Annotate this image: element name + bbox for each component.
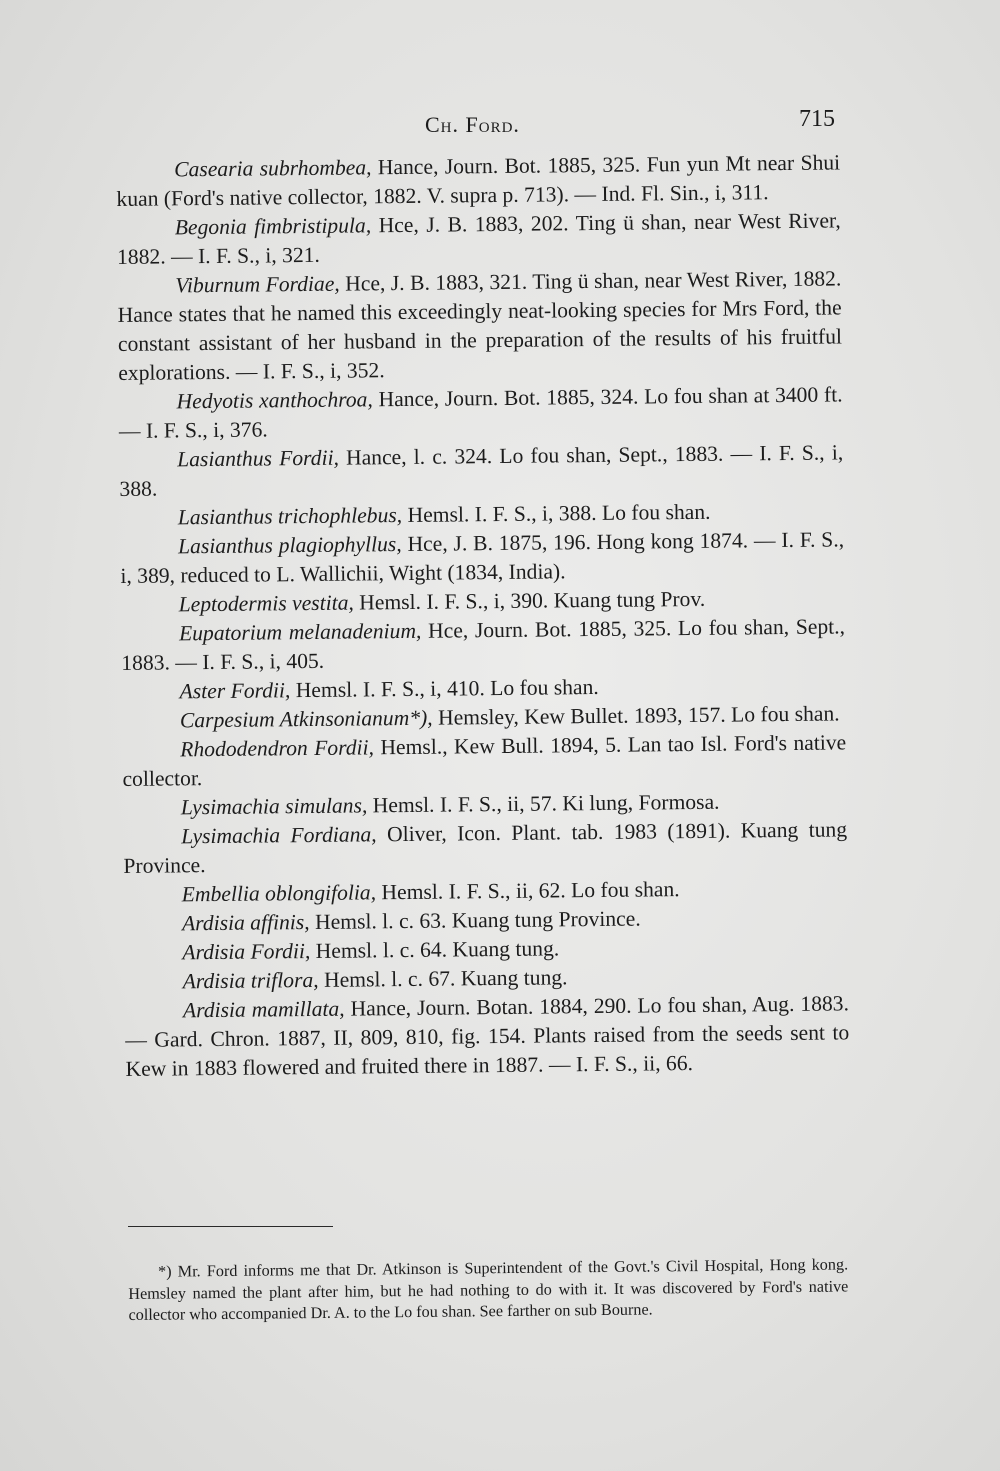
species-list: [116, 148, 850, 1084]
list-item: [117, 206, 842, 272]
page-number: 715: [799, 106, 835, 132]
species-name: Embellia oblongifolia,: [181, 880, 377, 907]
running-head: Ch. Ford.: [425, 112, 520, 137]
species-citation: Hance, Journ. Bot. 1885, 324. Lo fou shan at 3400 ft. — I. F. S., i, 376.: [118, 382, 843, 443]
list-item: [119, 438, 844, 504]
species-citation: Oliver, Icon. Plant. tab. 1983 (1891). Kuang tung Province.: [123, 817, 848, 878]
species-citation: Hemsl. l. c. 64. Kuang tung.: [310, 936, 560, 964]
species-citation: Hce, J. B. 1883, 321. Ting ü shan, near West River, 1882. Hance states that he named this exceedingly neat-looking species for Mrs Ford, the constant assistant of her husband in the preparation of the results of his fruitful explorations. — I. F. S., i, 352.: [117, 266, 843, 385]
species-name: Lysimachia simulans,: [180, 793, 368, 820]
species-name: Lasianthus Fordii,: [177, 445, 340, 472]
species-citation: Hce, Journ. Bot. 1885, 325. Lo fou shan, Sept., 1883. — I. F. S., i, 405.: [121, 614, 846, 675]
species-citation: Hemsl. l. c. 67. Kuang tung.: [318, 965, 568, 992]
species-name: Ardisia affinis,: [181, 910, 310, 936]
species-citation: Hce, J. B. 1875, 196. Hong kong 1874. — I. F. S., i, 389, reduced to L. Wallichii, Wight (1834, India).: [120, 527, 845, 588]
list-item: [123, 815, 848, 881]
list-item: [121, 612, 846, 678]
species-citation: Hemsl., Kew Bull. 1894, 5. Lan tao Isl. Ford's native collector.: [122, 730, 847, 791]
species-name: Carpesium Atkinsonianum*),: [179, 705, 433, 733]
species-citation: Hance, l. c. 324. Lo fou shan, Sept., 1883. — I. F. S., i, 388.: [119, 440, 844, 501]
species-name: Aster Fordii,: [179, 678, 291, 704]
species-citation: Hemsley, Kew Bullet. 1893, 157. Lo fou shan.: [432, 701, 840, 730]
species-name: Viburnum Fordiae,: [175, 271, 340, 298]
species-citation: Hemsl. I. F. S., i, 390. Kuang tung Prov.: [353, 586, 706, 615]
footnote-divider: [128, 1226, 333, 1227]
species-citation: Hce, J. B. 1883, 202. Ting ü shan, near West River, 1882. — I. F. S., i, 321.: [116, 208, 841, 269]
species-citation: Hance, Journ. Bot. 1885, 325. Fun yun Mt near Shui kuan (Ford's native collector, 1882. V. supra p. 713). — Ind. Fl. Sin., i, 311.: [116, 150, 841, 211]
species-name: Leptodermis vestita,: [178, 590, 354, 617]
species-citation: Hemsl. I. F. S., ii, 62. Lo fou shan.: [375, 877, 680, 905]
species-name: Casearia subrhombea,: [174, 155, 372, 182]
species-name: Eupatorium melanadenium,: [178, 618, 422, 646]
list-item: [116, 148, 841, 214]
species-name: Lysimachia Fordiana,: [181, 822, 377, 849]
species-citation: Hemsl. I. F. S., ii, 57. Ki lung, Formosa.: [367, 789, 720, 818]
list-item: [117, 264, 842, 388]
list-item: [118, 380, 843, 446]
page-header: [0, 102, 1000, 142]
species-name: Lasianthus trichophlebus,: [177, 503, 403, 530]
species-name: Ardisia mamillata,: [182, 996, 345, 1023]
species-name: Ardisia triflora,: [182, 967, 319, 994]
species-citation: Hemsl. I. F. S., i, 388. Lo fou shan.: [402, 499, 711, 528]
species-name: Ardisia Fordii,: [182, 939, 311, 965]
species-citation: Hance, Journ. Botan. 1884, 290. Lo fou shan, Aug. 1883. — Gard. Chron. 1887, II, 809, 810, fig. 154. Plants raised from the seeds sent to Kew in 1883 flowered and fruited there in 1887. — I. F. S., ii, 66.: [125, 991, 850, 1081]
list-item: [125, 989, 850, 1084]
species-name: Hedyotis xanthochroa,: [176, 387, 373, 414]
species-citation: Hemsl. I. F. S., i, 410. Lo fou shan.: [290, 674, 599, 703]
list-item: [122, 728, 847, 794]
species-name: Begonia fimbristipula,: [174, 213, 372, 240]
list-item: [120, 525, 845, 591]
footnote: *) Mr. Ford informs me that Dr. Atkinson is Superintendent of the Govt.'s Civil Hospital, Hong kong. Hemsley named the plant after him, but he had nothing to do with it. It was discovered by Ford's native collector who accompanied Dr. A. to the Lo fou shan. See farther on sub Bourne.: [128, 1255, 849, 1325]
species-name: Rhododendron Fordii,: [180, 735, 375, 762]
species-name: Lasianthus plagiophyllus,: [177, 532, 402, 559]
species-citation: Hemsl. l. c. 63. Kuang tung Province.: [309, 906, 641, 935]
